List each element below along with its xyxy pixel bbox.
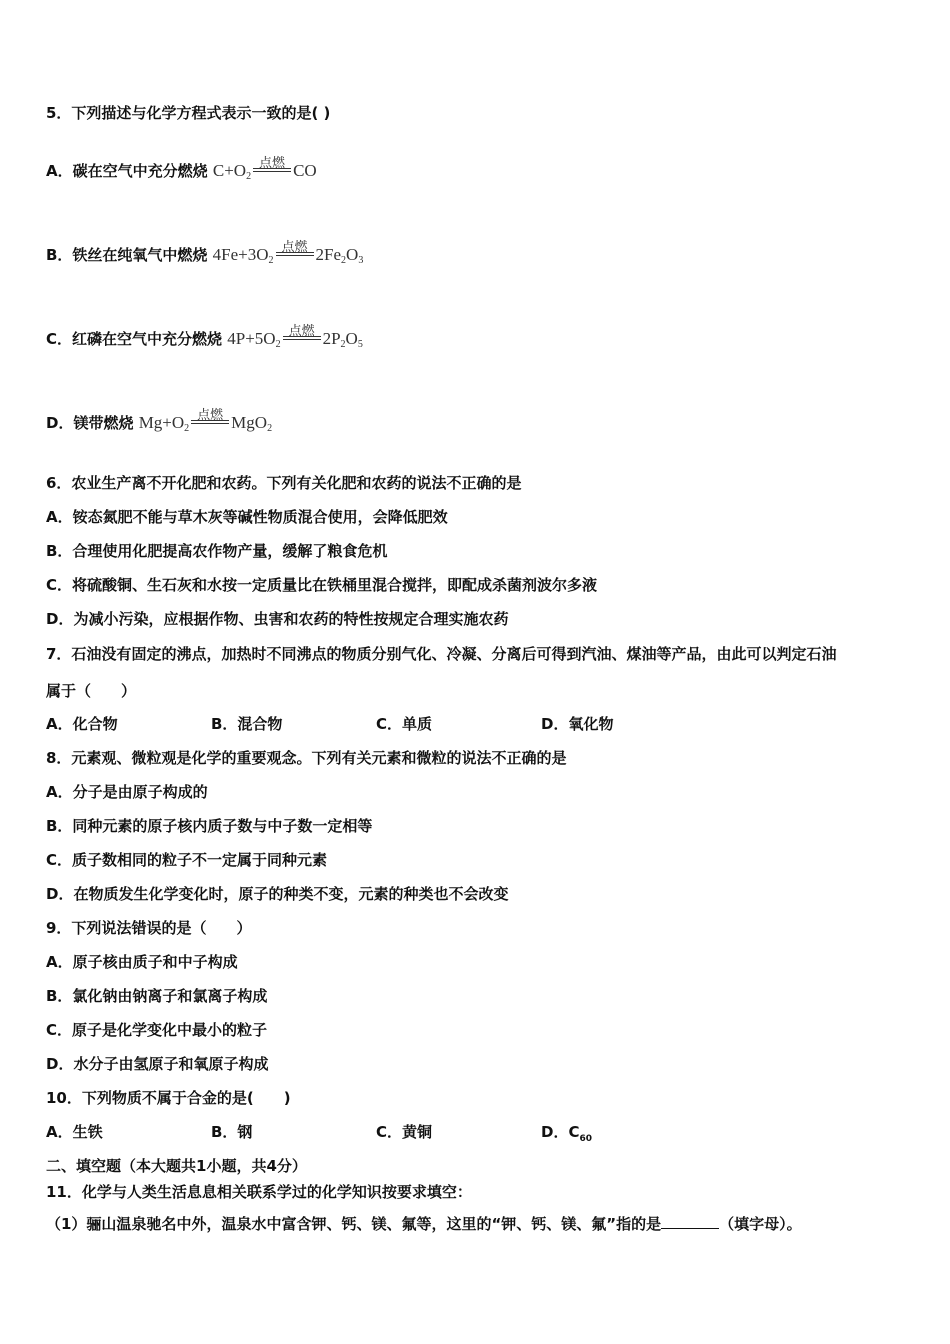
q5-option-a-equation: $C+O_2$ 点燃 CO	[212, 156, 317, 182]
q10-option-d: D．$C_{60}$	[541, 1123, 592, 1144]
q7-option-c: C．单质	[376, 715, 433, 733]
q5-option-b-equation: $4Fe+3O_2$ 点燃 $2Fe_2O_3$	[212, 240, 364, 266]
q7-options	[46, 713, 613, 734]
q7-option-a: A．化合物	[46, 715, 118, 733]
q5-option-b-label: B．铁丝在纯氧气中燃烧	[46, 246, 208, 264]
q8-stem: 8．元素观、微粒观是化学的重要观念。下列有关元素和微粒的说法不正确的是	[46, 749, 567, 767]
q11-stem: 11．化学与人类生活息息相关联系学过的化学知识按要求填空：	[46, 1183, 472, 1201]
q5-option-c-equation: $4P+5O_2$ 点燃 $2P_2O_5$	[227, 324, 363, 350]
q5-option-c	[46, 324, 363, 350]
q7-option-b: B．混合物	[211, 715, 283, 733]
q9-option-a: A．原子核由质子和中子构成	[46, 953, 238, 971]
q8-option-b: B．同种元素的原子核内质子数与中子数一定相等	[46, 817, 373, 835]
q7-option-d: D．氧化物	[541, 715, 614, 733]
q9-option-d: D．水分子由氢原子和氧原子构成	[46, 1055, 269, 1073]
q10-options	[46, 1121, 592, 1144]
q11-part1: （1）骊山温泉驰名中外，温泉水中富含钾、钙、镁、氟等，这里的“钾、钙、镁、氟”指的是 （填字母）。	[46, 1215, 802, 1233]
q9-option-c: C．原子是化学变化中最小的粒子	[46, 1021, 268, 1039]
q6-option-d: D．为减小污染，应根据作物、虫害和农药的特性按规定合理实施农药	[46, 610, 509, 628]
q6-option-b: B．合理使用化肥提高农作物产量，缓解了粮食危机	[46, 542, 388, 560]
q8-option-a: A．分子是由原子构成的	[46, 783, 208, 801]
q5-option-c-label: C．红磷在空气中充分燃烧	[46, 330, 223, 348]
q5-option-a-label: A．碳在空气中充分燃烧	[46, 162, 208, 180]
q5-option-d-equation: $Mg+O_2$ 点燃 MgO$_2$	[138, 408, 273, 434]
q10-option-a: A．生铁	[46, 1123, 103, 1141]
q8-option-d: D．在物质发生化学变化时，原子的种类不变，元素的种类也不会改变	[46, 885, 509, 903]
q10-option-c: C．黄铜	[376, 1123, 433, 1141]
q5-option-d-label: D．镁带燃烧	[46, 414, 134, 432]
q7-stem-line1: 7．石油没有固定的沸点，加热时不同沸点的物质分别气化、冷凝、分离后可得到汽油、煤油等产品，由此可以判定石油	[46, 645, 837, 663]
q5-stem: 5．下列描述与化学方程式表示一致的是( )	[46, 104, 331, 122]
q5-option-d	[46, 408, 273, 434]
q10-stem: 10．下列物质不属于合金的是( )	[46, 1089, 291, 1107]
q7-stem-line2: 属于（ ）	[46, 682, 137, 700]
q5-option-a	[46, 156, 317, 182]
q5-option-b	[46, 240, 364, 266]
q6-stem: 6．农业生产离不开化肥和农药。下列有关化肥和农药的说法不正确的是	[46, 474, 522, 492]
q9-option-b: B．氯化钠由钠离子和氯离子构成	[46, 987, 268, 1005]
q6-option-a: A．铵态氮肥不能与草木灰等碱性物质混合使用，会降低肥效	[46, 508, 448, 526]
q10-option-b: B．钢	[211, 1123, 253, 1141]
q6-option-c: C．将硫酸铜、生石灰和水按一定质量比在铁桶里混合搅拌，即配成杀菌剂波尔多液	[46, 576, 598, 594]
q8-option-c: C．质子数相同的粒子不一定属于同种元素	[46, 851, 328, 869]
answer-blank[interactable]	[661, 1216, 719, 1229]
section-heading: 二、填空题（本大题共1小题，共4分）	[46, 1157, 307, 1175]
q9-stem: 9．下列说法错误的是（ ）	[46, 919, 252, 937]
